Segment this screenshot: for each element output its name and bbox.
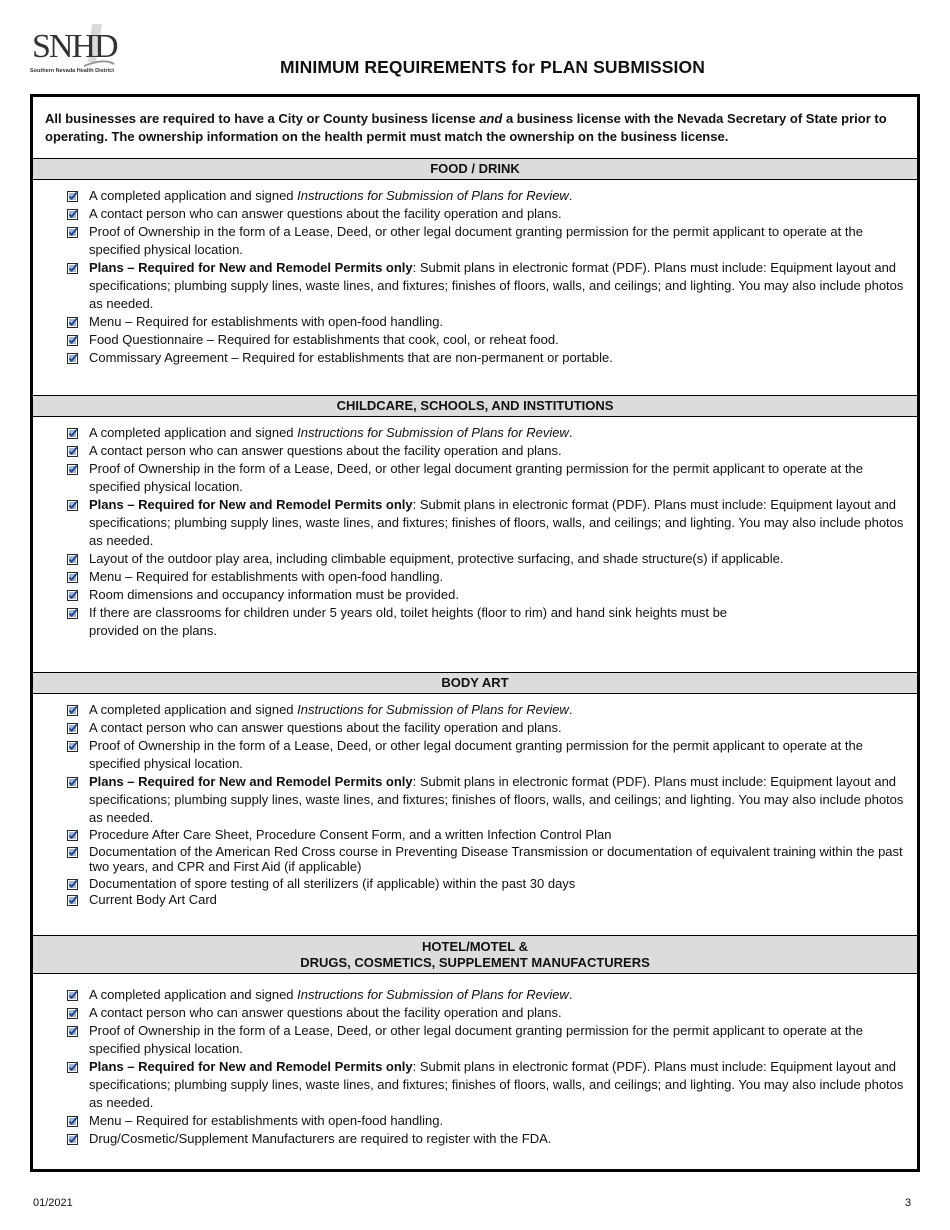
- list-item: Commissary Agreement – Required for establishments that are non-permanent or portable.: [33, 349, 917, 367]
- body-art-requirements-list: [33, 701, 917, 909]
- checkbox-checked-icon: [67, 207, 78, 218]
- checkbox-checked-icon: [67, 570, 78, 581]
- list-item: A completed application and signed Instructions for Submission of Plans for Review.: [33, 187, 917, 205]
- requirements-frame: [30, 94, 920, 1172]
- checkbox-checked-icon: [67, 606, 78, 617]
- checkbox-checked-icon: [67, 739, 78, 750]
- section-header-line2: DRUGS, COSMETICS, SUPPLEMENT MANUFACTURERS: [300, 955, 650, 970]
- checkbox-checked-icon: [67, 444, 78, 455]
- intro-part1: All businesses are required to have a City or County business license: [45, 111, 480, 126]
- list-item: Current Body Art Card: [33, 892, 917, 909]
- list-item: A completed application and signed Instructions for Submission of Plans for Review.: [33, 424, 917, 442]
- intro-paragraph: [45, 110, 905, 146]
- list-item: Proof of Ownership in the form of a Lease, Deed, or other legal document granting permission for the permit applicant to operate at the specified physical location.: [33, 1022, 917, 1058]
- checkbox-checked-icon: [67, 894, 78, 905]
- checkbox-checked-icon: [67, 225, 78, 236]
- intro-emphasis: and: [479, 111, 503, 126]
- list-item: Plans – Required for New and Remodel Permits only: Submit plans in electronic format (PDF). Plans must include: Equipment layout and specifications; plumbing supply lines, waste lines, and fixtures; finishes of floors, walls, and ceilings; and lighting. You may also include photos as needed.: [33, 496, 917, 550]
- checkbox-checked-icon: [67, 775, 78, 786]
- checkbox-checked-icon: [67, 1132, 78, 1143]
- logo-tagline: Southern Nevada Health District: [30, 68, 115, 74]
- list-item: A contact person who can answer questions about the facility operation and plans.: [33, 1004, 917, 1022]
- list-item: Food Questionnaire – Required for establishments that cook, cool, or reheat food.: [33, 331, 917, 349]
- section-header-food: FOOD / DRINK: [33, 158, 917, 180]
- food-requirements-list: [33, 187, 917, 367]
- checkbox-checked-icon: [67, 829, 78, 840]
- checkbox-checked-icon: [67, 1060, 78, 1071]
- logo-letters: SNHD: [32, 28, 117, 65]
- list-item: Proof of Ownership in the form of a Lease, Deed, or other legal document granting permission for the permit applicant to operate at the specified physical location.: [33, 737, 917, 773]
- checkbox-checked-icon: [67, 588, 78, 599]
- list-item: Procedure After Care Sheet, Procedure Consent Form, and a written Infection Control Plan: [33, 827, 917, 844]
- list-item: A contact person who can answer questions about the facility operation and plans.: [33, 719, 917, 737]
- list-item: Menu – Required for establishments with open-food handling.: [33, 568, 917, 586]
- checkbox-checked-icon: [67, 261, 78, 272]
- checkbox-checked-icon: [67, 498, 78, 509]
- checkbox-checked-icon: [67, 462, 78, 473]
- checkbox-checked-icon: [67, 721, 78, 732]
- checkbox-checked-icon: [67, 988, 78, 999]
- checkbox-checked-icon: [67, 846, 78, 857]
- list-item: A completed application and signed Instructions for Submission of Plans for Review.: [33, 986, 917, 1004]
- checkbox-checked-icon: [67, 333, 78, 344]
- hotel-requirements-list: [33, 986, 917, 1148]
- checkbox-checked-icon: [67, 1114, 78, 1125]
- footer-date: 01/2021: [33, 1197, 73, 1209]
- checkbox-checked-icon: [67, 552, 78, 563]
- list-item: A contact person who can answer questions about the facility operation and plans.: [33, 442, 917, 460]
- page-number: 3: [905, 1197, 912, 1209]
- list-item: Plans – Required for New and Remodel Permits only: Submit plans in electronic format (PDF). Plans must include: Equipment layout and specifications; plumbing supply lines, waste lines, and fixtures; finishes of floors, walls, and ceilings; and lighting. You may also include photos as needed.: [33, 1058, 917, 1112]
- checkbox-checked-icon: [67, 426, 78, 437]
- list-item: If there are classrooms for children under 5 years old, toilet heights (floor to rim) and hand sink heights must be provided on the plans.: [33, 604, 917, 640]
- list-item: Proof of Ownership in the form of a Lease, Deed, or other legal document granting permission for the permit applicant to operate at the specified physical location.: [33, 460, 917, 496]
- list-item: Menu – Required for establishments with open-food handling.: [33, 313, 917, 331]
- page-title: MINIMUM REQUIREMENTS for PLAN SUBMISSION: [280, 57, 705, 77]
- checkbox-checked-icon: [67, 1006, 78, 1017]
- checkbox-checked-icon: [67, 1024, 78, 1035]
- section-header-line1: HOTEL/MOTEL &: [422, 939, 528, 954]
- list-item: Menu – Required for establishments with open-food handling.: [33, 1112, 917, 1130]
- checkbox-checked-icon: [67, 878, 78, 889]
- list-item: Proof of Ownership in the form of a Lease, Deed, or other legal document granting permission for the permit applicant to operate at the specified physical location.: [33, 223, 917, 259]
- list-item: Plans – Required for New and Remodel Permits only: Submit plans in electronic format (PDF). Plans must include: Equipment layout and specifications; plumbing supply lines, waste lines, and fixtures; finishes of floors, walls, and ceilings; and lighting. You may also include photos as needed.: [33, 773, 917, 827]
- checkbox-checked-icon: [67, 315, 78, 326]
- list-item: A completed application and signed Instructions for Submission of Plans for Review.: [33, 701, 917, 719]
- list-item: Documentation of spore testing of all sterilizers (if applicable) within the past 30 days: [33, 876, 917, 893]
- childcare-requirements-list: [33, 424, 917, 640]
- list-item: Documentation of the American Red Cross course in Preventing Disease Transmission or documentation of equivalent training within the past two years, and CPR and First Aid (if applicable): [33, 844, 917, 876]
- list-item: A contact person who can answer questions about the facility operation and plans.: [33, 205, 917, 223]
- list-item: Plans – Required for New and Remodel Permits only: Submit plans in electronic format (PDF). Plans must include: Equipment layout and specifications; plumbing supply lines, waste lines, and fixtures; finishes of floors, walls, and ceilings; and lighting. You may also include photos as needed.: [33, 259, 917, 313]
- checkbox-checked-icon: [67, 703, 78, 714]
- list-item: Drug/Cosmetic/Supplement Manufacturers are required to register with the FDA.: [33, 1130, 917, 1148]
- list-item: Layout of the outdoor play area, including climbable equipment, protective surfacing, and shade structure(s) if applicable.: [33, 550, 917, 568]
- section-header-body-art: BODY ART: [33, 672, 917, 694]
- checkbox-checked-icon: [67, 351, 78, 362]
- section-header-hotel-motel: [33, 935, 917, 974]
- list-item: Room dimensions and occupancy information must be provided.: [33, 586, 917, 604]
- section-header-childcare: CHILDCARE, SCHOOLS, AND INSTITUTIONS: [33, 395, 917, 417]
- checkbox-checked-icon: [67, 189, 78, 200]
- intro-part2: a business license with the Nevada Secretary of State prior to operating. The ownership information on the health permit must match the ownership on the business license.: [45, 111, 887, 144]
